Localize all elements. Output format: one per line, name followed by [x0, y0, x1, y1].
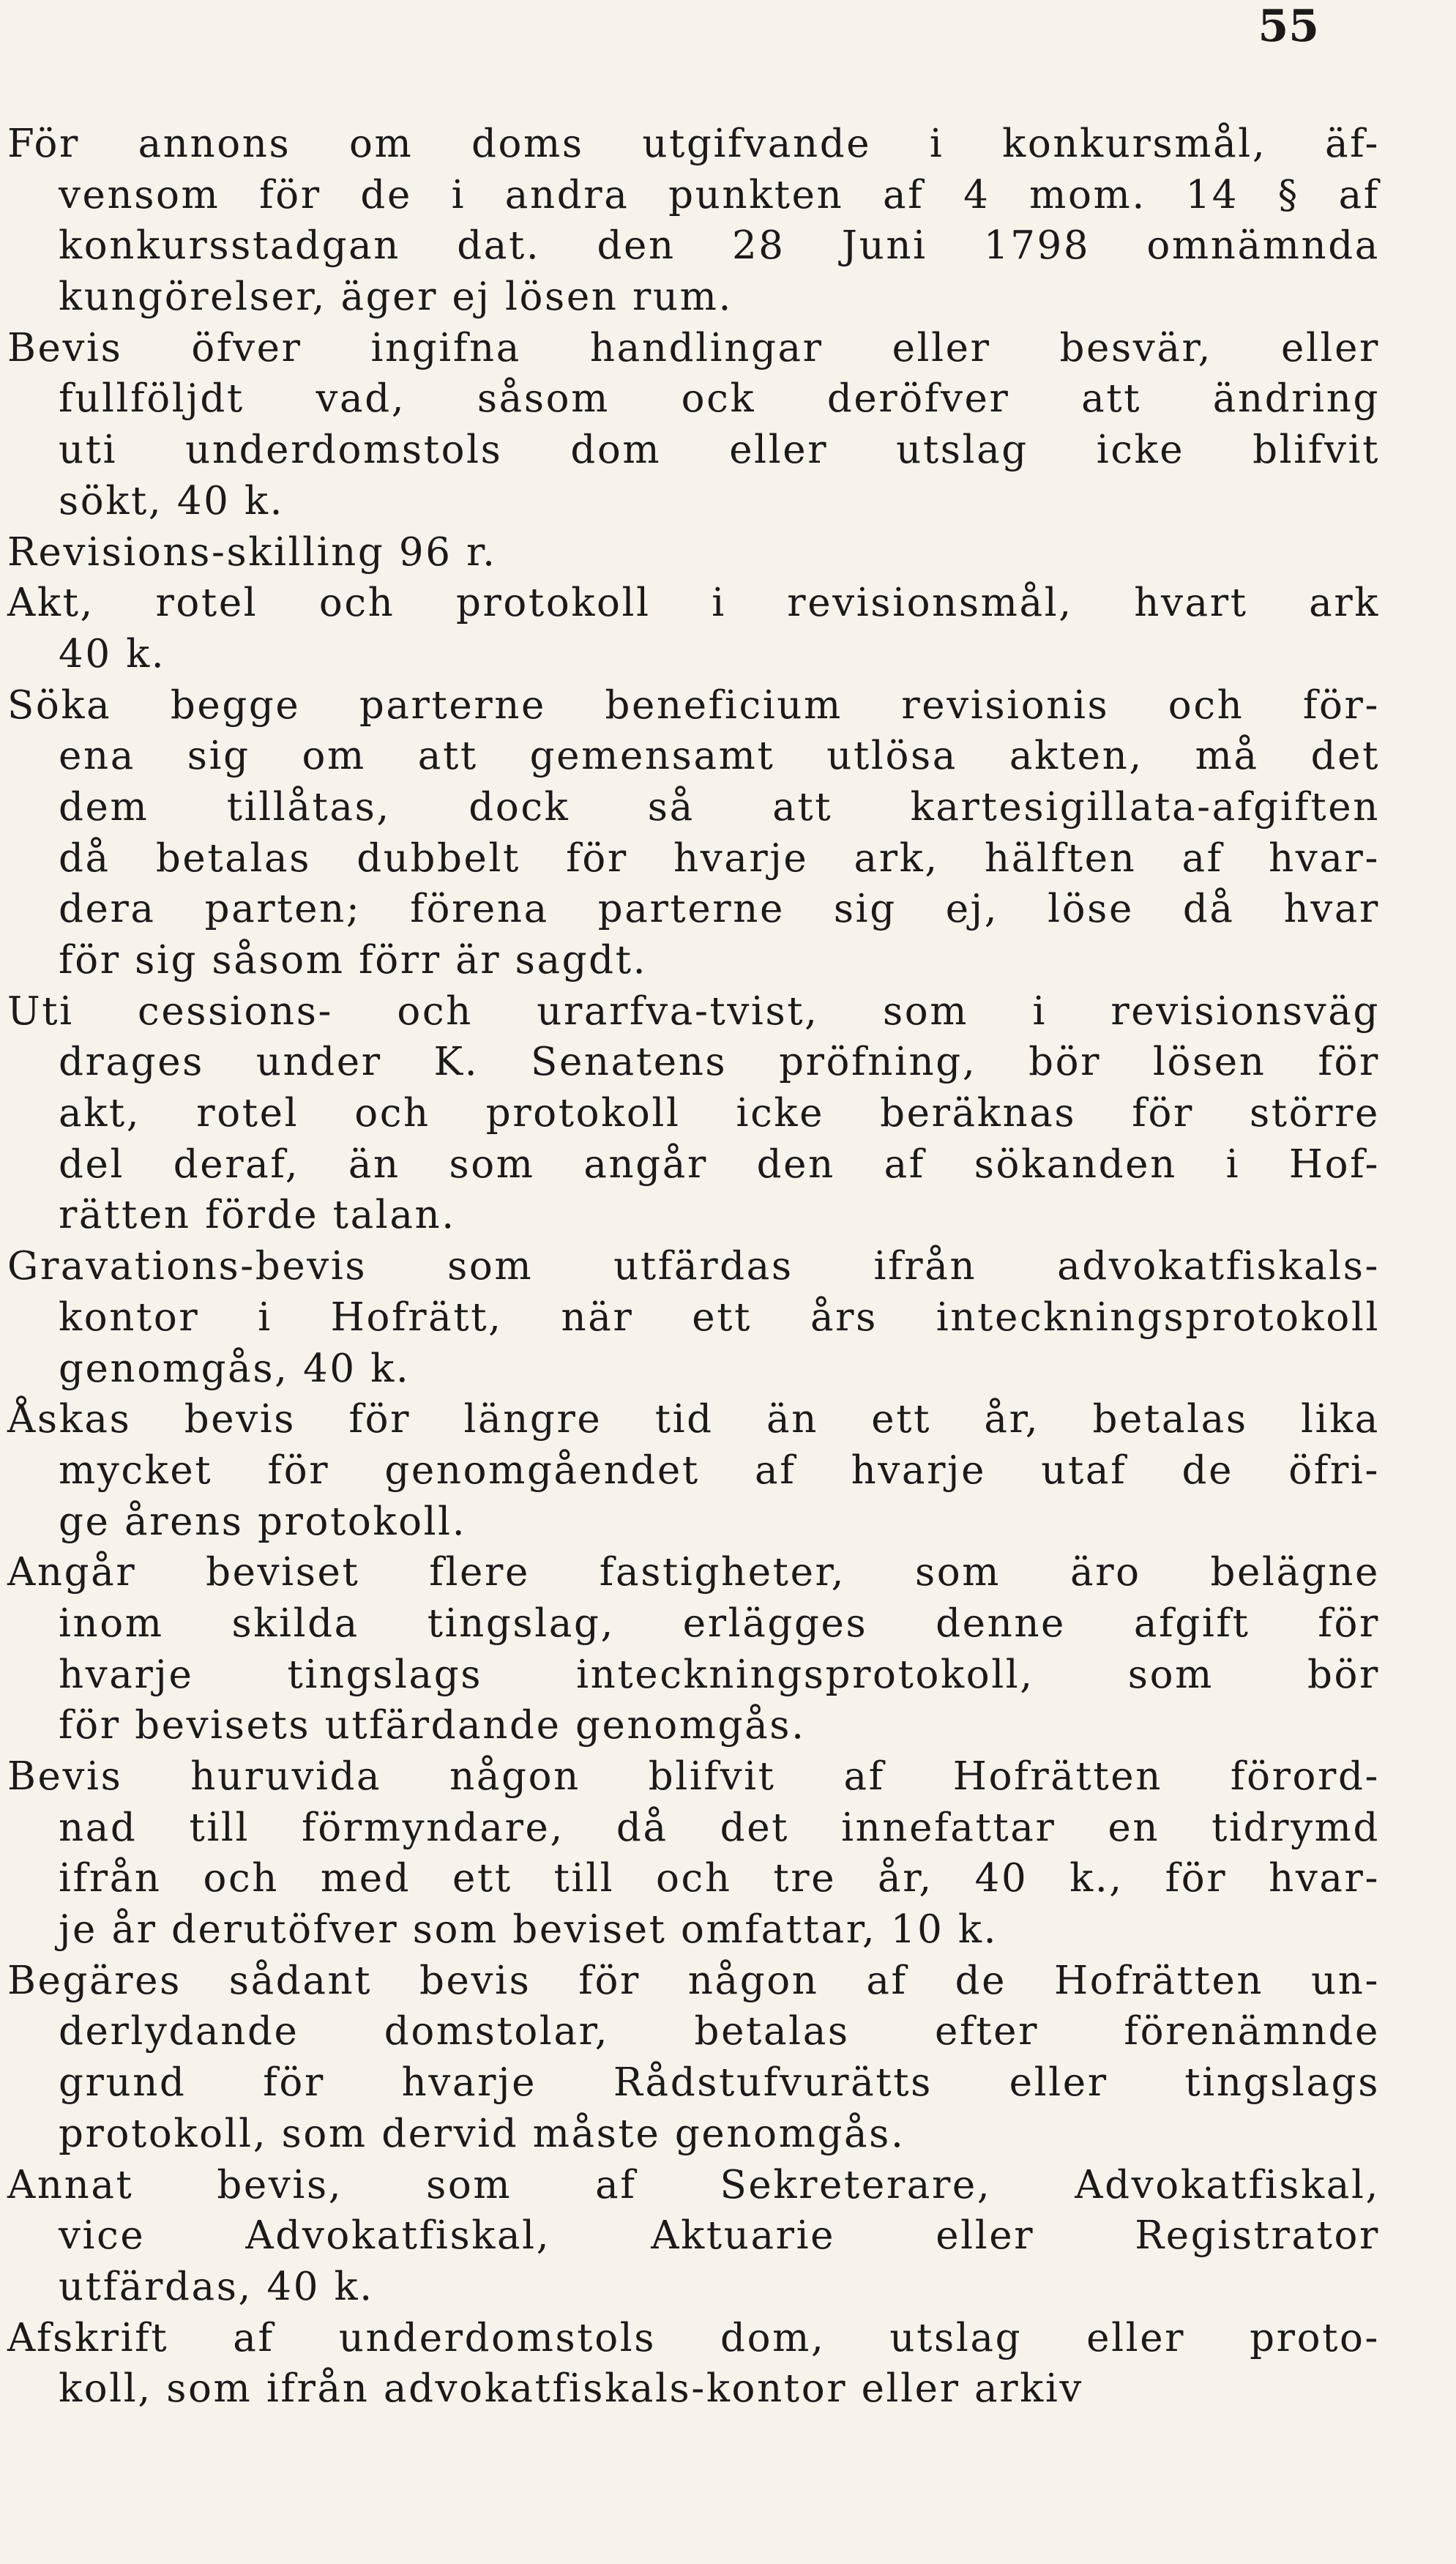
text-line: akt, rotel och protokoll icke beräknas för större: [59, 1091, 1380, 1136]
text-paragraph: [7, 527, 1380, 578]
text-line: 40 k.: [59, 631, 166, 677]
text-line: För annons om doms utgifvande i konkursmål, äf-: [7, 122, 1380, 166]
text-line: Afskrift af underdomstols dom, utslag eller proto-: [7, 2315, 1380, 2360]
text-line: grund för hvarje Rådstufvurätts eller tingslags: [59, 2060, 1380, 2106]
text-line: Bevis huruvida någon blifvit af Hofrätten förord-: [7, 1754, 1380, 1799]
text-paragraph: [7, 323, 1380, 527]
text-paragraph: [7, 1751, 1380, 1956]
text-line: vice Advokatfiskal, Aktuarie eller Registrator: [59, 2213, 1380, 2259]
text-line: Bevis öfver ingifna handlingar eller besvär, eller: [7, 325, 1380, 370]
text-paragraph: [7, 2313, 1380, 2415]
text-line: uti underdomstols dom eller utslag icke blifvit: [59, 428, 1380, 473]
text-line: hvarje tingslags inteckningsprotokoll, som bör: [59, 1652, 1380, 1697]
text-line: då betalas dubbelt för hvarje ark, hälften af hvar-: [59, 835, 1380, 881]
text-line: mycket för genomgåendet af hvarje utaf de öfri-: [59, 1447, 1380, 1493]
text-paragraph: [7, 1394, 1380, 1547]
text-line: Åskas bevis för längre tid än ett år, betalas lika: [7, 1397, 1380, 1442]
text-line: protokoll, som dervid måste genomgås.: [59, 2111, 906, 2156]
text-line: je år derutöfver som beviset omfattar, 10 k.: [59, 1907, 998, 1953]
text-paragraph: [7, 2160, 1380, 2313]
text-line: Söka begge parterne beneficium revisionis och för-: [7, 682, 1380, 728]
text-line: sökt, 40 k.: [59, 478, 285, 523]
text-line: dem tillåtas, dock så att kartesigillata-afgiften: [59, 784, 1380, 830]
text-paragraph: [7, 1241, 1380, 1394]
text-paragraph: [7, 1547, 1380, 1751]
text-line: del deraf, än som angår den af sökanden i Hof-: [59, 1141, 1380, 1187]
text-line: ifrån och med ett till och tre år, 40 k., för hvar-: [59, 1856, 1380, 1901]
text-paragraph: [7, 578, 1380, 679]
text-paragraph: [7, 119, 1380, 323]
text-line: derlydande domstolar, betalas efter förenämnde: [59, 2009, 1380, 2054]
text-line: konkursstadgan dat. den 28 Juni 1798 omnämnda: [59, 223, 1380, 269]
text-line: Angår beviset flere fastigheter, som äro belägne: [7, 1550, 1380, 1595]
text-line: koll, som ifrån advokatfiskals-kontor eller arkiv: [59, 2366, 1083, 2412]
text-line: drages under K. Senatens pröfning, bör lösen för: [59, 1040, 1380, 1085]
text-line: fullföljdt vad, såsom ock deröfver att ändring: [59, 376, 1380, 422]
text-line: utfärdas, 40 k.: [59, 2264, 374, 2309]
text-paragraph: [7, 986, 1380, 1241]
page-number: 55: [1258, 1, 1319, 52]
text-line: för sig såsom förr är sagdt.: [59, 938, 648, 983]
text-line: Revisions-skilling 96 r.: [7, 529, 497, 575]
text-paragraph: [7, 1956, 1380, 2160]
text-line: dera parten; förena parterne sig ej, löse då hvar: [59, 887, 1380, 932]
text-line: inom skilda tingslag, erlägges denne afgift för: [59, 1600, 1380, 1646]
text-line: vensom för de i andra punkten af 4 mom. 14 § af: [59, 172, 1380, 217]
entry-list: [7, 119, 1380, 2415]
text-line: ge årens protokoll.: [59, 1499, 467, 1544]
text-line: kontor i Hofrätt, när ett års inteckningsprotokoll: [59, 1294, 1380, 1340]
text-line: kungörelser, äger ej lösen rum.: [59, 275, 733, 320]
text-line: genomgås, 40 k.: [59, 1346, 411, 1391]
text-line: Begäres sådant bevis för någon af de Hofrätten un-: [7, 1958, 1380, 2003]
text-line: Annat bevis, som af Sekreterare, Advokatfiskal,: [7, 2162, 1380, 2207]
text-line: för bevisets utfärdande genomgås.: [59, 1703, 806, 1748]
text-line: Akt, rotel och protokoll i revisionsmål, hvart ark: [7, 581, 1380, 626]
text-line: Gravations-bevis som utfärdas ifrån advokatfiskals-: [7, 1244, 1380, 1289]
text-line: nad till förmyndare, då det innefattar en tidrymd: [59, 1805, 1380, 1850]
text-paragraph: [7, 680, 1380, 986]
text-line: Uti cessions- och urarfva-tvist, som i revisionsväg: [7, 988, 1380, 1034]
text-line: ena sig om att gemensamt utlösa akten, må det: [59, 734, 1380, 779]
text-line: rätten förde talan.: [59, 1193, 456, 1238]
